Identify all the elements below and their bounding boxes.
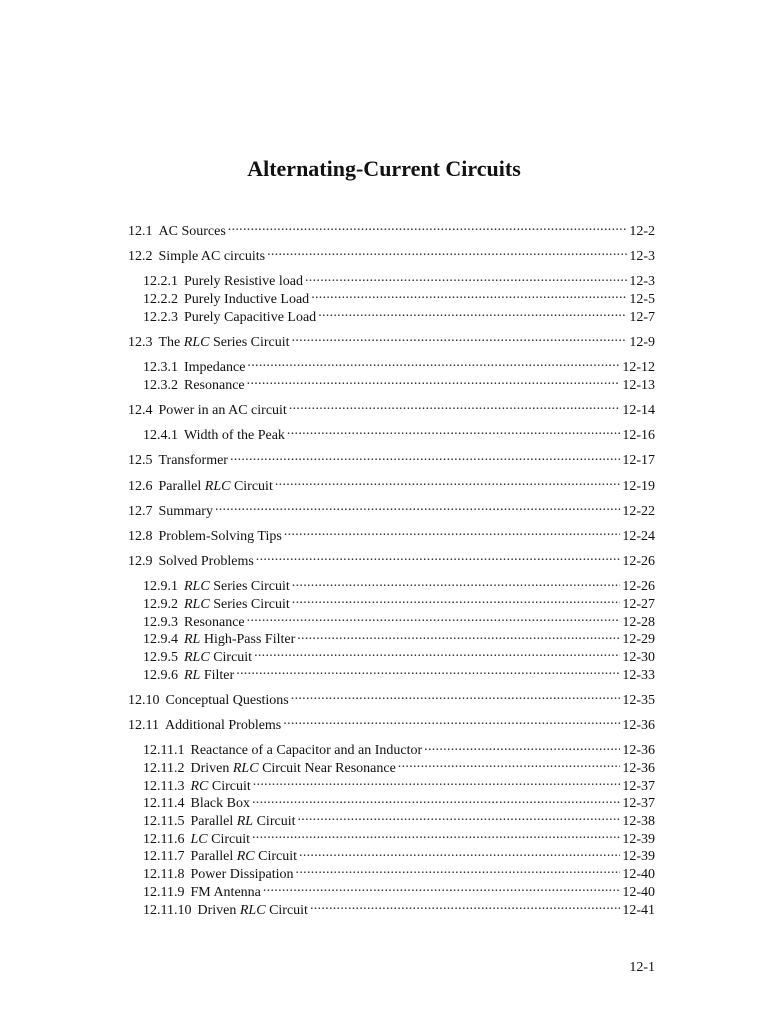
toc-entry-page: 12-27 bbox=[622, 597, 655, 612]
toc-subsection-entry[interactable] bbox=[128, 596, 655, 614]
toc-entry-number: 12.11.6 bbox=[143, 831, 185, 847]
toc-subsection-entry[interactable] bbox=[128, 778, 655, 796]
toc-entry-page: 12-5 bbox=[629, 292, 655, 308]
toc-subsection-entry[interactable] bbox=[128, 427, 655, 445]
toc-entry-title bbox=[184, 309, 316, 327]
toc-entry-page: 12-28 bbox=[622, 614, 655, 630]
toc-entry-title-part: Black Box bbox=[190, 796, 250, 812]
toc-entry-title bbox=[197, 902, 307, 920]
toc-dot-leader bbox=[247, 377, 621, 389]
toc-entry-title bbox=[184, 377, 245, 395]
toc-dot-leader bbox=[297, 813, 620, 825]
toc-entry-title bbox=[166, 692, 289, 710]
toc-entry-number: 12.11.9 bbox=[143, 884, 185, 900]
toc-entry-page: 12-37 bbox=[622, 778, 655, 794]
page-number: 12-1 bbox=[629, 960, 655, 975]
toc-entry-number: 12.6 bbox=[128, 478, 153, 494]
toc-entry-title-italic-part: RLC bbox=[183, 334, 210, 350]
toc-subsection-entry[interactable] bbox=[128, 742, 655, 760]
toc-entry-page: 12-19 bbox=[622, 478, 655, 494]
toc-entry-number: 12.11 bbox=[128, 718, 159, 734]
toc-entry-title bbox=[184, 596, 290, 614]
toc-dot-leader bbox=[318, 309, 627, 321]
toc-entry-number: 12.9.3 bbox=[143, 614, 178, 630]
toc-entry-title bbox=[184, 273, 303, 291]
toc-subsection-entry[interactable] bbox=[128, 866, 655, 884]
toc-entry-title bbox=[184, 614, 245, 632]
toc-entry-page: 12-39 bbox=[622, 849, 655, 865]
toc-entry-title-part: Simple AC circuits bbox=[158, 249, 266, 265]
toc-dot-leader bbox=[292, 578, 621, 590]
toc-entry-number: 12.2 bbox=[128, 249, 153, 265]
toc-entry-title bbox=[165, 717, 281, 735]
toc-entry-title bbox=[159, 402, 287, 420]
toc-entry-page: 12-39 bbox=[622, 831, 655, 847]
toc-entry-page: 12-41 bbox=[622, 902, 655, 918]
toc-entry-title bbox=[184, 667, 234, 685]
toc-dot-leader bbox=[247, 614, 621, 626]
table-of-contents bbox=[128, 223, 655, 919]
toc-subsection-entry[interactable] bbox=[128, 848, 655, 866]
toc-subsection-entry[interactable] bbox=[128, 359, 655, 377]
toc-entry-title-part: Parallel bbox=[158, 478, 205, 494]
toc-entry-page: 12-35 bbox=[622, 692, 655, 708]
toc-entry-title bbox=[184, 291, 309, 309]
toc-entry-title-part: Purely Capacitive Load bbox=[184, 309, 317, 325]
toc-entry-title-part: Circuit bbox=[254, 849, 298, 865]
toc-entry-title-part: Purely Inductive Load bbox=[184, 292, 310, 308]
toc-entry-title-italic-part: RLC bbox=[184, 650, 210, 666]
toc-section-entry[interactable] bbox=[128, 334, 655, 352]
toc-entry-page: 12-13 bbox=[622, 377, 655, 393]
toc-entry-number: 12.9.2 bbox=[143, 597, 178, 612]
toc-entry-title bbox=[184, 359, 245, 377]
toc-entry-title-part: Parallel bbox=[190, 849, 237, 865]
toc-entry-page: 12-29 bbox=[622, 632, 655, 648]
toc-entry-title-part: Power in an AC circuit bbox=[158, 403, 287, 418]
toc-entry-number: 12.11.3 bbox=[143, 778, 185, 794]
toc-dot-leader bbox=[263, 884, 620, 896]
toc-dot-leader bbox=[215, 503, 620, 515]
toc-dot-leader bbox=[267, 248, 627, 260]
toc-entry-title bbox=[184, 649, 252, 667]
toc-entry-number: 12.9.4 bbox=[143, 632, 178, 648]
toc-entry-title bbox=[190, 742, 422, 760]
toc-section-entry[interactable] bbox=[128, 248, 655, 266]
toc-entry-number: 12.2.2 bbox=[143, 292, 178, 308]
toc-subsection-entry[interactable] bbox=[128, 578, 655, 596]
toc-entry-page: 12-24 bbox=[622, 528, 655, 544]
toc-entry-page: 12-9 bbox=[629, 334, 655, 350]
toc-entry-title bbox=[159, 248, 266, 266]
toc-entry-title bbox=[190, 884, 260, 902]
toc-entry-number: 12.1 bbox=[128, 224, 153, 239]
toc-entry-page: 12-40 bbox=[622, 884, 655, 900]
toc-entry-number: 12.9.6 bbox=[143, 667, 178, 683]
toc-entry-title bbox=[190, 760, 395, 778]
toc-entry-title-part: Problem-Solving Tips bbox=[158, 528, 282, 544]
toc-dot-leader bbox=[236, 667, 620, 679]
toc-entry-title-part: Circuit bbox=[253, 814, 296, 830]
toc-entry-title-part: Resonance bbox=[184, 377, 245, 393]
toc-subsection-entry[interactable] bbox=[128, 614, 655, 632]
toc-dot-leader bbox=[284, 528, 621, 540]
toc-entry-number: 12.2.3 bbox=[143, 309, 178, 325]
toc-dot-leader bbox=[256, 553, 621, 565]
toc-entry-title-italic-part: RLC bbox=[232, 761, 259, 776]
toc-entry-title-part: Filter bbox=[200, 667, 235, 683]
toc-entry-number: 12.9.1 bbox=[143, 579, 178, 595]
toc-dot-leader bbox=[275, 478, 620, 490]
toc-dot-leader bbox=[228, 223, 628, 235]
toc-entry-number: 12.10 bbox=[128, 692, 160, 708]
toc-entry-page: 12-26 bbox=[622, 554, 655, 570]
toc-dot-leader bbox=[398, 760, 621, 772]
toc-dot-leader bbox=[424, 742, 620, 754]
toc-entry-title bbox=[184, 631, 295, 649]
toc-entry-page: 12-26 bbox=[622, 579, 655, 595]
toc-entry-number: 12.11.7 bbox=[143, 849, 185, 865]
toc-entry-title bbox=[159, 452, 228, 470]
toc-entry-number: 12.11.1 bbox=[143, 743, 185, 759]
toc-subsection-entry[interactable] bbox=[128, 667, 655, 685]
toc-entry-page: 12-16 bbox=[622, 428, 655, 444]
toc-dot-leader bbox=[252, 795, 620, 807]
toc-dot-leader bbox=[247, 359, 620, 371]
toc-entry-title-part: Resonance bbox=[184, 614, 245, 630]
toc-section-entry[interactable] bbox=[128, 478, 655, 496]
toc-entry-title-part: Summary bbox=[158, 503, 213, 519]
toc-entry-number: 12.11.2 bbox=[143, 761, 185, 776]
toc-entry-page: 12-3 bbox=[629, 249, 655, 265]
toc-entry-title-part: Transformer bbox=[158, 453, 228, 469]
toc-entry-number: 12.2.1 bbox=[143, 274, 178, 290]
toc-entry-title-italic-part: RLC bbox=[184, 579, 210, 595]
toc-entry-page: 12-7 bbox=[629, 309, 655, 325]
toc-dot-leader bbox=[230, 452, 620, 464]
toc-dot-leader bbox=[299, 848, 620, 860]
toc-dot-leader bbox=[292, 334, 628, 346]
toc-entry-page: 12-33 bbox=[622, 667, 655, 683]
toc-entry-page: 12-22 bbox=[622, 503, 655, 519]
toc-entry-title-part: High-Pass Filter bbox=[200, 632, 296, 648]
toc-entry-title-italic-part: RLC bbox=[239, 902, 266, 918]
toc-entry-title-part: Circuit bbox=[265, 902, 308, 918]
toc-entry-title bbox=[159, 503, 213, 521]
toc-entry-title-part: Power Dissipation bbox=[190, 867, 294, 883]
toc-section-entry[interactable] bbox=[128, 223, 655, 241]
toc-entry-number: 12.9.5 bbox=[143, 650, 178, 666]
toc-entry-title-part: Circuit bbox=[207, 831, 250, 847]
toc-entry-title bbox=[159, 334, 290, 352]
toc-subsection-entry[interactable] bbox=[128, 902, 655, 920]
toc-entry-title-part: Additional Problems bbox=[164, 718, 282, 734]
toc-entry-page: 12-30 bbox=[622, 650, 655, 666]
toc-entry-title bbox=[190, 831, 250, 849]
toc-entry-page: 12-36 bbox=[622, 761, 655, 776]
toc-entry-title bbox=[159, 553, 254, 571]
toc-entry-title-italic-part: RL bbox=[184, 632, 201, 648]
toc-entry-number: 12.5 bbox=[128, 453, 153, 469]
toc-entry-title-part: Solved Problems bbox=[158, 554, 254, 570]
toc-entry-title-italic-part: RLC bbox=[184, 597, 210, 612]
toc-entry-number: 12.11.8 bbox=[143, 867, 185, 883]
toc-entry-page: 12-37 bbox=[622, 796, 655, 812]
toc-entry-title bbox=[190, 795, 250, 813]
toc-entry-title bbox=[190, 813, 295, 831]
toc-entry-title-part: FM Antenna bbox=[190, 884, 261, 900]
toc-entry-title bbox=[159, 528, 282, 546]
toc-entry-title bbox=[190, 778, 250, 796]
toc-dot-leader bbox=[292, 596, 621, 608]
toc-subsection-entry[interactable] bbox=[128, 377, 655, 395]
toc-entry-number: 12.3 bbox=[128, 334, 153, 350]
toc-entry-title-italic-part: LC bbox=[190, 831, 208, 847]
toc-entry-title-part: Circuit bbox=[208, 778, 251, 794]
toc-dot-leader bbox=[305, 273, 627, 285]
toc-entry-title bbox=[184, 427, 285, 445]
toc-section-entry[interactable] bbox=[128, 553, 655, 571]
toc-subsection-entry[interactable] bbox=[128, 273, 655, 291]
toc-dot-leader bbox=[252, 831, 620, 843]
toc-subsection-entry[interactable] bbox=[128, 649, 655, 667]
toc-dot-leader bbox=[253, 778, 621, 790]
toc-section-entry[interactable] bbox=[128, 528, 655, 546]
toc-section-entry[interactable] bbox=[128, 452, 655, 470]
toc-section-entry[interactable] bbox=[128, 692, 655, 710]
toc-entry-page: 12-12 bbox=[622, 360, 655, 376]
toc-subsection-entry[interactable] bbox=[128, 309, 655, 327]
toc-dot-leader bbox=[297, 631, 620, 643]
toc-entry-title-italic-part: RC bbox=[190, 778, 209, 794]
toc-dot-leader bbox=[287, 427, 620, 439]
toc-entry-title-part: Reactance of a Capacitor and an Inductor bbox=[190, 743, 423, 759]
toc-entry-page: 12-14 bbox=[622, 403, 655, 418]
toc-entry-title-part: Impedance bbox=[184, 360, 246, 376]
toc-dot-leader bbox=[289, 402, 621, 414]
toc-dot-leader bbox=[283, 717, 620, 729]
toc-entry-title-italic-part: RC bbox=[236, 849, 255, 865]
toc-section-entry[interactable] bbox=[128, 503, 655, 521]
toc-entry-title-part: Purely Resistive load bbox=[184, 274, 303, 290]
toc-section-entry[interactable] bbox=[128, 717, 655, 735]
toc-entry-page: 12-36 bbox=[622, 743, 655, 759]
toc-entry-number: 12.3.2 bbox=[143, 377, 178, 393]
toc-entry-title-part: Circuit bbox=[209, 650, 253, 666]
toc-entry-title-italic-part: RL bbox=[184, 667, 201, 683]
toc-subsection-entry[interactable] bbox=[128, 813, 655, 831]
toc-entry-title-part: Circuit bbox=[230, 478, 273, 494]
toc-subsection-entry[interactable] bbox=[128, 631, 655, 649]
toc-entry-page: 12-40 bbox=[622, 867, 655, 883]
page-title: Alternating-Current Circuits bbox=[247, 156, 521, 181]
toc-section-entry[interactable] bbox=[128, 402, 655, 420]
toc-entry-title-part: The bbox=[158, 334, 184, 350]
toc-entry-title-part: Driven bbox=[197, 902, 240, 918]
toc-entry-page: 12-38 bbox=[622, 814, 655, 830]
toc-subsection-entry[interactable] bbox=[128, 760, 655, 778]
toc-dot-leader bbox=[291, 692, 621, 704]
toc-subsection-entry[interactable] bbox=[128, 795, 655, 813]
toc-subsection-entry[interactable] bbox=[128, 291, 655, 309]
toc-entry-number: 12.3.1 bbox=[143, 360, 178, 376]
toc-entry-title-part: Circuit Near Resonance bbox=[258, 761, 396, 776]
toc-entry-number: 12.11.4 bbox=[143, 796, 185, 812]
toc-entry-title-part: Series Circuit bbox=[209, 579, 290, 595]
toc-entry-title bbox=[184, 578, 290, 596]
toc-entry-page: 12-2 bbox=[629, 224, 655, 239]
toc-entry-number: 12.4 bbox=[128, 403, 153, 418]
toc-entry-page: 12-36 bbox=[622, 718, 655, 734]
toc-entry-title-part: AC Sources bbox=[158, 224, 226, 239]
toc-entry-title-italic-part: RL bbox=[236, 814, 254, 830]
toc-entry-title-part: Width of the Peak bbox=[184, 428, 285, 444]
toc-entry-title bbox=[190, 866, 293, 884]
toc-entry-number: 12.9 bbox=[128, 554, 153, 570]
toc-dot-leader bbox=[310, 902, 620, 914]
toc-entry-title-part: Series Circuit bbox=[209, 334, 290, 350]
toc-entry-number: 12.11.10 bbox=[143, 902, 192, 918]
toc-entry-title bbox=[159, 478, 273, 496]
toc-entry-title-part: Series Circuit bbox=[209, 597, 290, 612]
toc-dot-leader bbox=[296, 866, 621, 878]
toc-entry-title-part: Conceptual Questions bbox=[165, 692, 289, 708]
toc-entry-number: 12.4.1 bbox=[143, 428, 178, 444]
toc-entry-number: 12.7 bbox=[128, 503, 153, 519]
toc-entry-title-part: Driven bbox=[190, 761, 233, 776]
toc-entry-title-part: Parallel bbox=[190, 814, 237, 830]
toc-entry-number: 12.11.5 bbox=[143, 814, 185, 830]
toc-entry-page: 12-17 bbox=[622, 453, 655, 469]
toc-dot-leader bbox=[254, 649, 620, 661]
toc-entry-title bbox=[190, 848, 297, 866]
toc-entry-title-italic-part: RLC bbox=[204, 478, 231, 494]
toc-subsection-entry[interactable] bbox=[128, 884, 655, 902]
toc-entry-number: 12.8 bbox=[128, 528, 153, 544]
toc-entry-page: 12-3 bbox=[629, 274, 655, 290]
toc-entry-title bbox=[159, 223, 226, 241]
toc-dot-leader bbox=[311, 291, 627, 303]
toc-subsection-entry[interactable] bbox=[128, 831, 655, 849]
